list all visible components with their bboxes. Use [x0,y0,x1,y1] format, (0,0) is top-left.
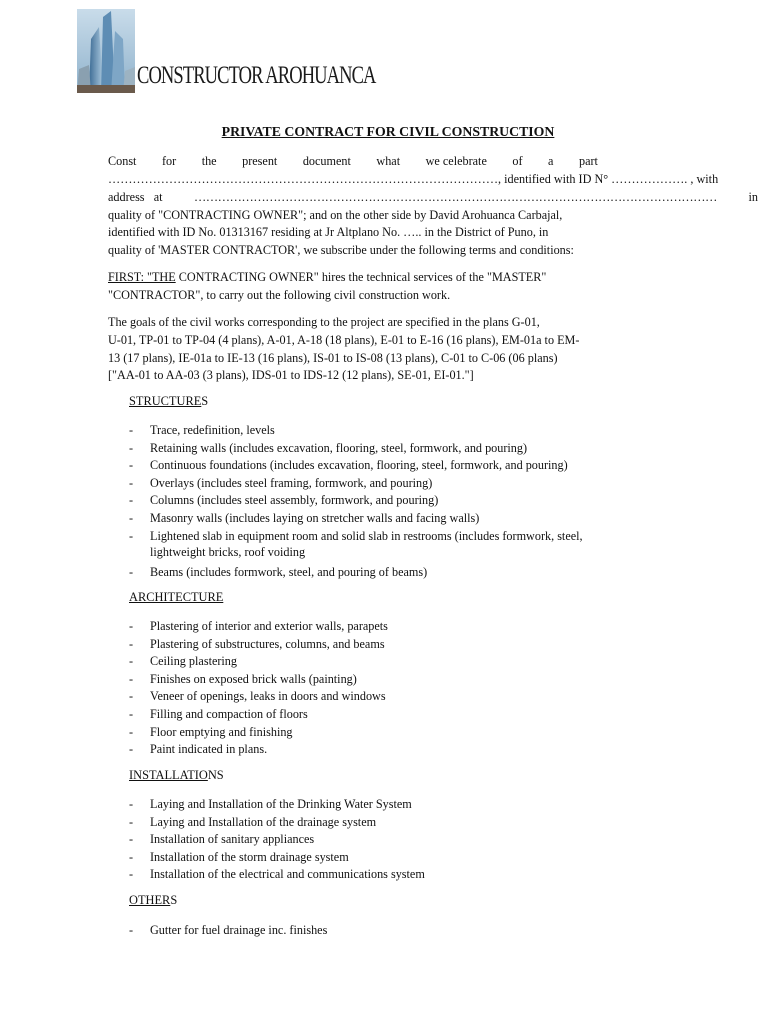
heading-others: OTHERS [129,893,178,907]
first-clause-label: FIRST: "THE [108,270,176,284]
intro-line-2: ……………………………………………………………………………………, identified with ID N° ………………. , with [108,172,719,186]
intro-word: for [161,154,177,168]
intro-line-4: quality of "CONTRACTING OWNER"; and on the other side by David Arohuanca Carbajal, [108,208,563,222]
address-suffix: in [748,190,758,204]
intro-word: what [376,154,401,168]
address-blank: …………………………………………………………………………………………………………………… [193,190,718,204]
goals-line: The goals of the civil works corresponding to the project are specified in the plans G-01, [108,315,540,329]
list-item: - Overlays (includes steel framing, formwork, and pouring) [129,476,433,490]
list-item: - Laying and Installation of the drainage system [129,815,377,829]
list-item: - Filling and compaction of floors [129,707,308,721]
intro-word: we celebrate [425,154,487,168]
list-item: - Masonry walls (includes laying on stretcher walls and facing walls) [129,511,480,525]
intro-word: a [548,154,554,168]
list-item: - Lightened slab in equipment room and solid slab in restrooms (includes formwork, steel, [129,529,583,543]
goals-line: ["AA-01 to AA-03 (3 plans), IDS-01 to IDS-12 (12 plans), SE-01, EI-01."] [108,368,474,382]
intro-word: document [302,154,351,168]
list-item: - Installation of sanitary appliances [129,832,315,846]
heading-architecture: ARCHITECTURE [129,590,224,604]
intro-word: present [242,154,278,168]
intro-line-6: quality of 'MASTER CONTRACTOR', we subscribe under the following terms and conditions: [108,243,574,257]
intro-line-1 [108,153,598,169]
heading-installations: INSTALLATIONS [129,768,224,782]
contract-title: PRIVATE CONTRACT FOR CIVIL CONSTRUCTION [221,124,555,139]
heading-structures: STRUCTURES [129,394,209,408]
intro-word: Const [108,154,137,168]
list-item: - Retaining walls (includes excavation, flooring, steel, formwork, and pouring) [129,441,528,455]
list-item: - Plastering of interior and exterior walls, parapets [129,619,388,633]
intro-word: the [201,154,217,168]
list-item: - Plastering of substructures, columns, and beams [129,637,385,651]
first-clause-text: CONTRACTING OWNER" hires the technical services of the "MASTER" [175,270,547,284]
goals-line: 13 (17 plans), IE-01a to IE-13 (16 plans), IS-01 to IS-08 (13 plans), C-01 to C-06 (06 plans) [108,351,558,365]
intro-word: of [512,154,523,168]
list-item: - Continuous foundations (includes excavation, flooring, steel, formwork, and pouring) [129,458,568,472]
intro-word: part [578,154,598,168]
address-label: address at [108,190,163,204]
list-item: - Floor emptying and finishing [129,725,293,739]
company-logo [77,9,135,93]
list-item: - Ceiling plastering [129,654,237,668]
list-item-continuation: lightweight bricks, roof voiding [150,545,306,559]
list-item: - Installation of the storm drainage system [129,850,349,864]
list-item: - Veneer of openings, leaks in doors and windows [129,689,386,703]
list-item: - Laying and Installation of the Drinking Water System [129,797,412,811]
list-item: - Columns (includes steel assembly, formwork, and pouring) [129,493,439,507]
intro-line-5: identified with ID No. 01313167 residing at Jr Altplano No. ….. in the District of Puno, in [108,225,549,239]
intro-line-3 [108,189,758,205]
list-item: - Trace, redefinition, levels [129,423,275,437]
building-skyline-icon [77,9,135,93]
first-clause-line-1 [108,269,546,285]
goals-line: U-01, TP-01 to TP-04 (4 plans), A-01, A-18 (18 plans), E-01 to E-16 (16 plans), EM-01a to EM- [108,333,580,347]
list-item: - Paint indicated in plans. [129,742,268,756]
first-clause-line-2: "CONTRACTOR", to carry out the following civil construction work. [108,288,451,302]
list-item: - Installation of the electrical and communications system [129,867,425,881]
list-item: - Beams (includes formwork, steel, and pouring of beams) [129,565,428,579]
list-item: - Gutter for fuel drainage inc. finishes [129,923,328,937]
company-name: CONSTRUCTOR AROHUANCA [137,62,376,89]
list-item: - Finishes on exposed brick walls (painting) [129,672,357,686]
